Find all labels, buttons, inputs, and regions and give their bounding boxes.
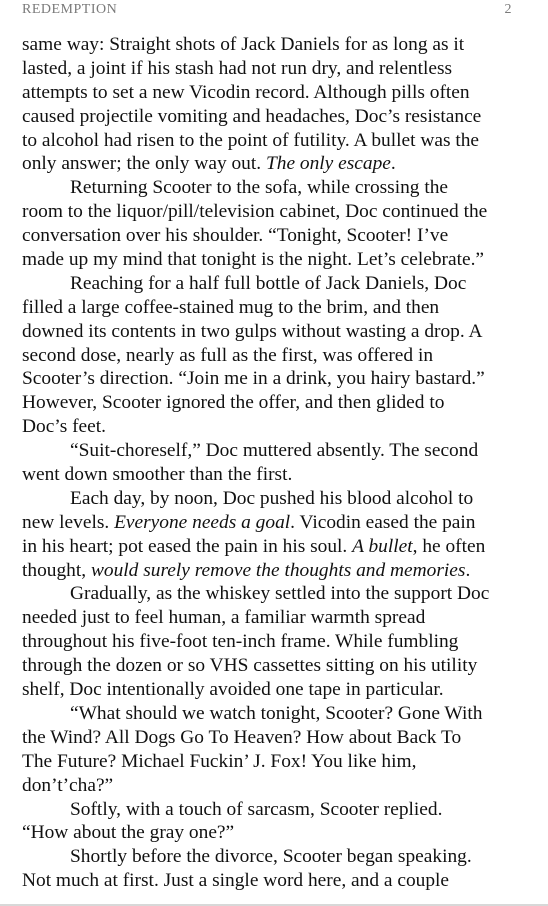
text-segment: second dose, nearly as full as the first, was offered in [22,344,434,366]
text-line [22,33,532,57]
text-line [22,798,532,822]
text-segment: Returning Scooter to the sofa, while crossing the [70,177,449,199]
running-header [22,2,512,20]
text-line [22,582,532,606]
italic-text: Everyone needs a goal [114,511,291,533]
text-line [22,439,532,463]
italic-text: The only escape [265,153,391,175]
text-segment: Softly, with a touch of sarcasm, Scooter replied. [70,798,443,820]
text-line [22,344,532,368]
text-segment: throughout his five-foot ten-inch frame. While fumbling [22,631,459,653]
text-segment: Shortly before the divorce, Scooter began speaking. [70,846,472,868]
text-line [22,535,532,559]
text-segment: caused projectile vomiting and headaches, Doc’s resistance [22,105,482,127]
text-line [22,224,532,248]
text-segment: Scooter’s direction. “Join me in a drink, you hairy bastard.” [22,368,485,390]
text-segment: “What should we watch tonight, Scooter? Gone With [70,702,483,724]
text-segment: Doc’s feet. [22,416,106,438]
text-line [22,105,532,129]
text-segment: shelf, Doc intentionally avoided one tape in particular. [22,679,444,701]
text-line [22,726,532,750]
text-segment: , he often [412,535,486,557]
text-segment: made up my mind that tonight is the night. Let’s celebrate.” [22,249,485,271]
text-line [22,320,532,344]
text-line [22,176,532,200]
text-segment: new levels. [22,511,115,533]
text-line [22,654,532,678]
text-segment: only answer; the only way out. [22,153,266,175]
text-segment: The Future? Michael Fuckin’ J. Fox! You like him, [22,750,417,772]
text-line [22,487,532,511]
text-line [22,248,532,272]
text-segment: Reaching for a half full bottle of Jack Daniels, Doc [70,272,467,294]
text-segment: conversation over his shoulder. “Tonight, Scooter! I’ve [22,225,449,247]
text-segment: . [465,559,471,581]
text-segment: same way: Straight shots of Jack Daniels for as long as it [22,34,465,55]
text-line [22,678,532,702]
text-segment: “How about the gray one?” [22,822,235,844]
text-segment: room to the liquor/pill/television cabinet, Doc continued the [22,201,488,223]
text-segment: However, Scooter ignored the offer, and then glided to [22,392,445,414]
text-segment: the Wind? All Dogs Go To Heaven? How about Back To [22,726,462,748]
italic-text: A bullet [352,535,413,557]
book-title: REDEMPTION [22,2,118,17]
text-segment: through the dozen or so VHS cassettes sitting on his utility [22,655,478,677]
text-segment: to alcohol had risen to the point of futility. A bullet was the [22,129,480,151]
page-number: 2 [504,2,512,17]
text-segment: don’t’cha?” [22,774,114,796]
text-line [22,774,532,798]
text-segment: needed just to feel human, a familiar warmth spread [22,607,426,629]
text-line [22,152,532,176]
text-segment: in his heart; pot eased the pain in his soul. [22,535,353,557]
text-segment: thought, [22,559,91,581]
text-segment: Gradually, as the whiskey settled into the support Doc [70,583,490,605]
text-segment: downed its contents in two gulps without wasting a drop. A [22,320,483,342]
text-line [22,630,532,654]
text-segment: went down smoother than the first. [22,464,293,486]
body-text [22,33,532,893]
text-line [22,511,532,535]
text-line [22,367,532,391]
text-segment: filled a large coffee-stained mug to the brim, and then [22,296,440,318]
text-line [22,391,532,415]
text-line [22,845,532,869]
text-segment: . [390,153,396,175]
text-line [22,463,532,487]
text-line [22,296,532,320]
text-line [22,415,532,439]
text-line [22,702,532,726]
text-line [22,129,532,153]
text-line [22,200,532,224]
text-segment: attempts to set a new Vicodin record. Although pills often [22,81,470,103]
italic-text: would surely remove the thoughts and memories [90,559,466,581]
text-segment: Each day, by noon, Doc pushed his blood alcohol to [70,487,474,509]
text-line [22,606,532,630]
text-segment: Not much at first. Just a single word here, and a couple [22,870,450,892]
text-line [22,559,532,583]
text-segment: . Vicodin eased the pain [290,511,476,533]
text-line [22,869,532,893]
text-line [22,81,532,105]
text-line [22,750,532,774]
text-segment: “Suit-choreself,” Doc muttered absently. The second [70,440,479,462]
text-line [22,57,532,81]
text-line [22,821,532,845]
text-line [22,272,532,296]
text-segment: lasted, a joint if his stash had not run dry, and relentless [22,57,453,79]
